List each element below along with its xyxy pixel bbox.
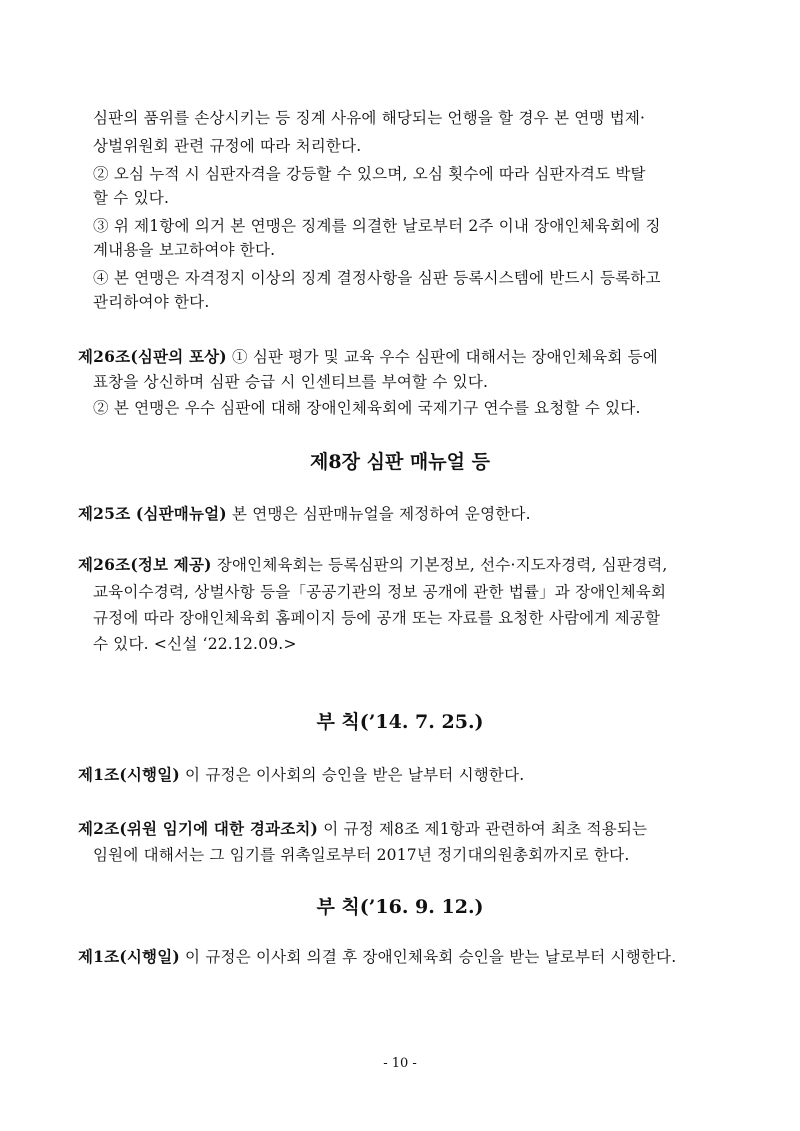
article-heading: 제1조(시행일): [78, 947, 180, 966]
article-heading: 제26조(심판의 포상): [78, 347, 227, 366]
paragraph-line: ② 본 연맹은 우수 심판에 대해 장애인체육회에 국제기구 연수를 요청할 수 있다.: [93, 399, 641, 417]
article-heading: 제1조(시행일): [78, 765, 180, 784]
article-heading: 제25조 (심판매뉴얼): [78, 504, 227, 523]
paragraph-line: ② 오심 누적 시 심판자격을 강등할 수 있으며, 오심 횟수에 따라 심판자격도 박탈: [93, 165, 646, 183]
paragraph-line: ④ 본 연맹은 자격정지 이상의 징계 결정사항을 심판 등록시스템에 반드시 등록하고: [93, 269, 661, 287]
paragraph-line: 심판의 품위를 손상시키는 등 징계 사유에 해당되는 언행을 할 경우 본 연맹 법제·: [93, 109, 646, 127]
article-text: 이 규정은 이사회 의결 후 장애인체육회 승인을 받는 날로부터 시행한다.: [179, 948, 677, 966]
paragraph-line: 상벌위원회 관련 규정에 따라 처리한다.: [93, 137, 362, 155]
supplement-heading: 부 칙(’14. 7. 25.): [316, 711, 484, 733]
paragraph-line: 교육이수경력, 상벌사항 등을「공공기관의 정보 공개에 관한 법률」과 장애인체육회: [93, 583, 667, 601]
paragraph-line: 수 있다. <신설 ‘22.12.09.>: [93, 635, 297, 653]
supplement-heading: 부 칙(’16. 9. 12.): [316, 896, 484, 918]
paragraph-line: 규정에 따라 장애인체육회 홈페이지 등에 공개 또는 자료를 요청한 사람에게 제공할: [93, 609, 661, 627]
paragraph-line: 표창을 상신하며 심판 승급 시 인센티브를 부여할 수 있다.: [93, 373, 489, 391]
article-25-line: [78, 502, 718, 526]
article-text: ① 심판 평가 및 교육 우수 심판에 대해서는 장애인체육회 등에: [226, 348, 658, 366]
paragraph-line: 관리하여야 한다.: [93, 293, 210, 311]
article-text: 이 규정은 이사회의 승인을 받은 날부터 시행한다.: [179, 766, 525, 784]
paragraph-line: 임원에 대해서는 그 임기를 위촉일로부터 2017년 정기대의원총회까지로 한다.: [93, 846, 630, 864]
paragraph-line: 할 수 있다.: [93, 189, 170, 207]
supplement-article-line: [78, 817, 718, 841]
article-26-info-line: [78, 553, 718, 577]
supplement-article-line: [78, 763, 718, 787]
page-number: - 10 -: [383, 1056, 417, 1071]
paragraph-line: 계내용을 보고하여야 한다.: [93, 241, 276, 259]
article-26-reward-line: [78, 345, 718, 369]
article-text: 이 규정 제8조 제1항과 관련하여 최초 적용되는: [318, 820, 648, 838]
article-heading: 제2조(위원 임기에 대한 경과조치): [78, 819, 319, 838]
article-text: 본 연맹은 심판매뉴얼을 제정하여 운영한다.: [226, 505, 531, 523]
article-text: 장애인체육회는 등록심판의 기본정보, 선수·지도자경력, 심판경력,: [211, 556, 668, 574]
paragraph-line: ③ 위 제1항에 의거 본 연맹은 징계를 의결한 날로부터 2주 이내 장애인체육회에 징: [93, 217, 661, 235]
chapter-heading: 제8장 심판 매뉴얼 등: [310, 451, 490, 473]
article-heading: 제26조(정보 제공): [78, 555, 212, 574]
supplement-article-line: [78, 945, 718, 969]
